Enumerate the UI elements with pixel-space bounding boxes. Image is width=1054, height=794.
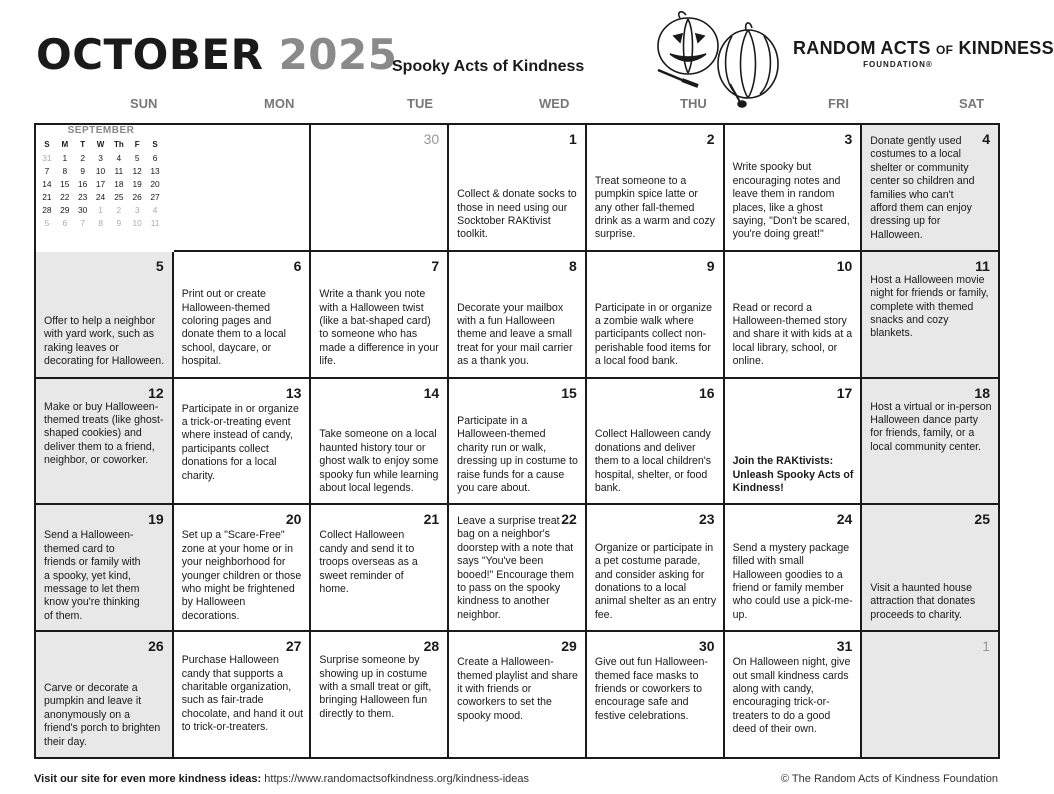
day-cell: [587, 379, 725, 506]
mini-calendar-day: 6: [152, 152, 158, 163]
kindness-act-text: Give out fun Halloween-themed face masks to friends or coworkers to encourage safe and festive celebrations.: [594, 656, 708, 722]
kindness-act-text: Print out or create Halloween-themed coloring pages and donate them to a local school, daycare, or hospital.: [181, 288, 286, 368]
day-cell: [725, 252, 863, 379]
mini-calendar-title: SEPTEMBER: [67, 125, 135, 136]
logo-subtext: FOUNDATION®: [863, 60, 933, 69]
day-number: 27: [285, 638, 302, 655]
mini-calendar-weekday: S: [44, 140, 50, 149]
mini-calendar-day: 3: [134, 204, 140, 215]
day-number: 16: [698, 384, 715, 401]
logo-wordmark: [793, 38, 1054, 59]
day-cell: [311, 505, 449, 632]
mini-calendar-day: 18: [114, 178, 124, 189]
kindness-act-text: Organize or participate in a pet costume parade, and consider asking for donations to a local animal shelter as an entry fee.: [594, 541, 717, 621]
kindness-act-text: Purchase Halloween candy that supports a charitable organization, such as fair-trade chocolate, and hand it out to trick-or-treaters.: [181, 654, 304, 734]
year: 2025: [278, 30, 398, 79]
day-cell: [174, 252, 312, 379]
kindness-act-text: Create a Halloween-themed playlist and share it with friends or coworkers to set the spooky mood.: [457, 656, 578, 722]
day-cell: [311, 379, 449, 506]
calendar-grid: [34, 123, 1000, 759]
day-number: 6: [293, 257, 302, 274]
day-number: 3: [844, 131, 853, 147]
day-number: 17: [836, 384, 853, 401]
day-number: 24: [836, 511, 853, 528]
day-cell: [311, 125, 449, 252]
mini-calendar-day: 11: [150, 217, 160, 228]
mini-calendar-day: 28: [42, 204, 52, 215]
calendar-subtitle: Spooky Acts of Kindness: [392, 58, 585, 75]
kindness-act-text: Surprise someone by showing up in costume with a small treat or gift, bringing Halloween fun directly to them.: [319, 654, 432, 720]
calendar-title: [36, 30, 397, 79]
day-cell: [311, 632, 449, 759]
mini-calendar-day: 7: [80, 217, 86, 228]
day-cell: [449, 125, 587, 252]
day-cell: [449, 505, 587, 632]
day-number: 15: [561, 384, 577, 401]
kindness-act-text: Host a Halloween movie night for friends or family, complete with themed snacks and cozy blankets.: [870, 273, 989, 340]
mini-calendar-day: 12: [132, 165, 142, 176]
kindness-act-text: Make or buy Halloween-themed treats (like ghost-shaped cookies) and deliver them to a friend, neighbor, or coworker.: [44, 400, 164, 467]
weekday-thu: THU: [680, 96, 707, 111]
logo-text-kindness: KINDNESS: [953, 38, 1054, 58]
day-number: 11: [975, 257, 990, 274]
day-number: 1: [982, 638, 990, 655]
day-number: 9: [706, 257, 715, 274]
mini-calendar-day: 6: [62, 217, 68, 228]
mini-calendar-day: 5: [134, 152, 140, 163]
day-number: 7: [431, 257, 440, 274]
kindness-act-text: Join the RAKtivists: Unleash Spooky Acts of Kindness!: [732, 455, 854, 494]
day-cell: [36, 632, 174, 759]
kindness-act-text: Donate gently used costumes to a local shelter or community center so children and families who can't afford them can enjoy dressing up for Halloween.: [870, 135, 975, 241]
mini-calendar-day: 30: [78, 204, 88, 215]
day-cell: [862, 125, 1000, 252]
footer-copyright: © The Random Acts of Kindness Foundation: [780, 773, 998, 785]
day-cell: [587, 505, 725, 632]
footer-url[interactable]: https://www.randomactsofkindness.org/kindness-ideas: [264, 773, 530, 785]
day-number: 2: [706, 131, 715, 147]
mini-calendar-day: 16: [78, 178, 88, 189]
mini-calendar-day: 7: [44, 165, 50, 176]
mini-calendar-day: 20: [150, 178, 160, 189]
mini-calendar-day: 22: [60, 191, 70, 202]
day-number: 25: [974, 511, 990, 528]
day-cell: [174, 632, 312, 759]
footer-link-text: [34, 773, 529, 785]
logo-text-random-acts: RANDOM ACTS: [793, 38, 936, 58]
day-number: 20: [285, 511, 302, 528]
mini-calendar-day: 9: [116, 217, 122, 228]
day-number: 28: [423, 638, 440, 655]
day-cell: [725, 379, 863, 506]
kindness-act-text: Collect & donate socks to those in need using our Socktober RAKtivist toolkit.: [457, 188, 577, 241]
kindness-act-text: Set up a "Scare-Free" zone at your home or in your neighborhood for younger children or those who might be frightened by Halloween decorations.: [181, 529, 302, 622]
mini-calendar-weekday: W: [96, 140, 105, 149]
day-number: 18: [974, 384, 990, 401]
day-cell: [587, 252, 725, 379]
day-number: 26: [148, 638, 164, 655]
day-number: 21: [423, 511, 440, 528]
mini-calendar-day: 27: [150, 191, 160, 202]
day-number: 22: [561, 511, 577, 528]
weekday-wed: WED: [539, 96, 570, 111]
day-cell: [36, 252, 174, 379]
day-number: 4: [982, 131, 990, 147]
day-cell-empty: [174, 125, 312, 252]
mini-calendar-day: 23: [78, 191, 88, 202]
mini-calendar-day: 25: [114, 191, 124, 202]
mini-calendar-september: [38, 125, 164, 229]
mini-calendar-day: 2: [80, 152, 86, 163]
pumpkins-illustration: [652, 6, 782, 108]
mini-calendar-day: 11: [114, 165, 124, 176]
weekday-mon: MON: [264, 96, 295, 111]
mini-calendar-day: 14: [42, 178, 52, 189]
kindness-act-text: Offer to help a neighbor with yard work, such as raking leaves or decorating for Halloween.: [44, 314, 165, 368]
kindness-act-text: Decorate your mailbox with a fun Halloween theme and leave a small treat for your mail carrier as a thank you.: [457, 301, 573, 368]
mini-calendar-day: 1: [62, 152, 68, 163]
mini-calendar-weekday: F: [134, 140, 140, 149]
weekday-header: [34, 96, 1000, 118]
day-cell: [36, 379, 174, 506]
day-number: 5: [155, 257, 164, 274]
day-cell: [174, 379, 312, 506]
mini-calendar-day: 10: [132, 217, 142, 228]
day-cell: [311, 252, 449, 379]
day-cell: [449, 252, 587, 379]
day-cell: [36, 505, 174, 632]
mini-calendar-day: 10: [95, 165, 106, 176]
footer-label: Visit our site for even more kindness ideas:: [34, 773, 262, 785]
kindness-act-text: Participate in or organize a zombie walk where participants collect non-perishable food items for a local food bank.: [594, 301, 713, 368]
mini-calendar-day: 1: [98, 204, 103, 215]
mini-calendar-day: 5: [44, 217, 50, 228]
mini-calendar-weekday: Th: [113, 140, 124, 149]
mini-calendar-day: 4: [152, 204, 158, 215]
day-number: 13: [285, 384, 302, 401]
day-cell: [174, 505, 312, 632]
kindness-act-text: Write a thank you note with a Halloween twist (like a bat-shaped card) to someone who has made a difference in your life.: [319, 288, 439, 368]
day-cell: [725, 505, 863, 632]
day-cell: [587, 125, 725, 252]
day-cell-empty: [36, 125, 174, 252]
day-cell: [725, 125, 863, 252]
day-number: 19: [148, 511, 164, 528]
kindness-act-text: Participate in a Halloween-themed charity run or walk, dressing up in costume to raise funds for a cause you care about.: [457, 414, 578, 494]
mini-calendar-day: 19: [132, 178, 142, 189]
kindness-act-text: Host a virtual or in-person Halloween dance party for friends, family, or a local community center.: [870, 400, 992, 453]
kindness-act-text: Read or record a Halloween-themed story and share it with kids at a local library, school, or online.: [732, 301, 853, 368]
kindness-act-text: Send a mystery package filled with small Halloween goodies to a friend or family member who could use a pick-me-up.: [732, 541, 853, 621]
day-number: 12: [148, 384, 164, 401]
day-number: 31: [836, 638, 853, 655]
kindness-act-text: Carve or decorate a pumpkin and leave it anonymously on a friend's porch to brighten their day.: [44, 681, 161, 748]
day-number: 8: [569, 257, 577, 274]
mini-calendar-day: 4: [116, 152, 122, 163]
weekday-fri: FRI: [828, 96, 849, 111]
day-number: 29: [561, 638, 577, 655]
kindness-act-text: Leave a surprise treat bag on a neighbor's doorstep with a note that says "You've been booed!" Encourage them to pass on the spooky kindness to another neighbor.: [457, 514, 574, 621]
mini-calendar-day: 29: [60, 204, 70, 215]
mini-calendar-day: 2: [116, 204, 122, 215]
day-number: 10: [836, 257, 853, 274]
mini-calendar-day: 9: [80, 165, 86, 176]
day-cell: [449, 379, 587, 506]
day-cell: [862, 632, 1000, 759]
day-cell: [587, 632, 725, 759]
kindness-act-text: Write spooky but encouraging notes and leave them in random places, like a ghost saying, "Don't be scared, you're doing great!": [732, 161, 850, 241]
mini-calendar-weekday: M: [61, 140, 69, 149]
mini-calendar-day: 17: [95, 178, 106, 189]
mini-calendar-day: 15: [60, 178, 70, 189]
day-cell: [862, 252, 1000, 379]
mini-calendar-day: 21: [42, 191, 52, 202]
day-cell: [449, 632, 587, 759]
day-number: 30: [698, 638, 715, 655]
day-number: 1: [569, 131, 577, 147]
weekday-sun: SUN: [130, 96, 158, 111]
day-cell: [725, 632, 863, 759]
kindness-act-text: Visit a haunted house attraction that donates proceeds to charity.: [870, 581, 976, 621]
day-number: 30: [423, 131, 440, 147]
kindness-act-text: Send a Halloween-themed card to friends or family with a spooky, yet kind, message to let them know you're thinking of them.: [44, 529, 141, 622]
weekday-tue: TUE: [407, 96, 433, 111]
mini-calendar-day: 26: [132, 191, 142, 202]
weekday-sat: SAT: [959, 96, 985, 111]
foundation-logo: [793, 38, 1054, 69]
mini-calendar-day: 24: [95, 191, 106, 202]
mini-calendar-day: 31: [42, 152, 52, 163]
mini-calendar-day: 3: [98, 152, 103, 163]
mini-calendar-weekday: T: [80, 140, 86, 149]
day-cell: [862, 379, 1000, 506]
mini-calendar-day: 8: [62, 165, 68, 176]
kindness-act-text: On Halloween night, give out small kindness cards along with candy, encouraging trick-or-treaters to do a good deed of their own.: [732, 656, 851, 736]
kindness-act-text: Treat someone to a pumpkin spice latte or any other fall-themed drink as a warm and cozy surprise.: [594, 174, 715, 241]
logo-text-of: OF: [935, 43, 954, 57]
month-name: OCTOBER: [36, 30, 264, 79]
kindness-act-text: Take someone on a local haunted history tour or ghost walk to enjoy some spooky fun while learning about local legends.: [319, 428, 439, 494]
mini-calendar-day: 13: [150, 165, 160, 176]
day-cell: [862, 505, 1000, 632]
kindness-act-text: Collect Halloween candy and send it to troops overseas as a sweet reminder of home.: [319, 529, 418, 596]
mini-calendar-weekday: S: [152, 140, 158, 149]
day-number: 23: [698, 511, 715, 528]
kindness-act-text: Collect Halloween candy donations and deliver them to a local children's hospital, shelter, or food bank.: [594, 428, 712, 494]
kindness-act-text: Participate in or organize a trick-or-treating event where instead of candy, participants collect donations for a local charity.: [181, 402, 299, 482]
day-number: 14: [423, 384, 440, 401]
mini-calendar-day: 8: [98, 217, 103, 228]
